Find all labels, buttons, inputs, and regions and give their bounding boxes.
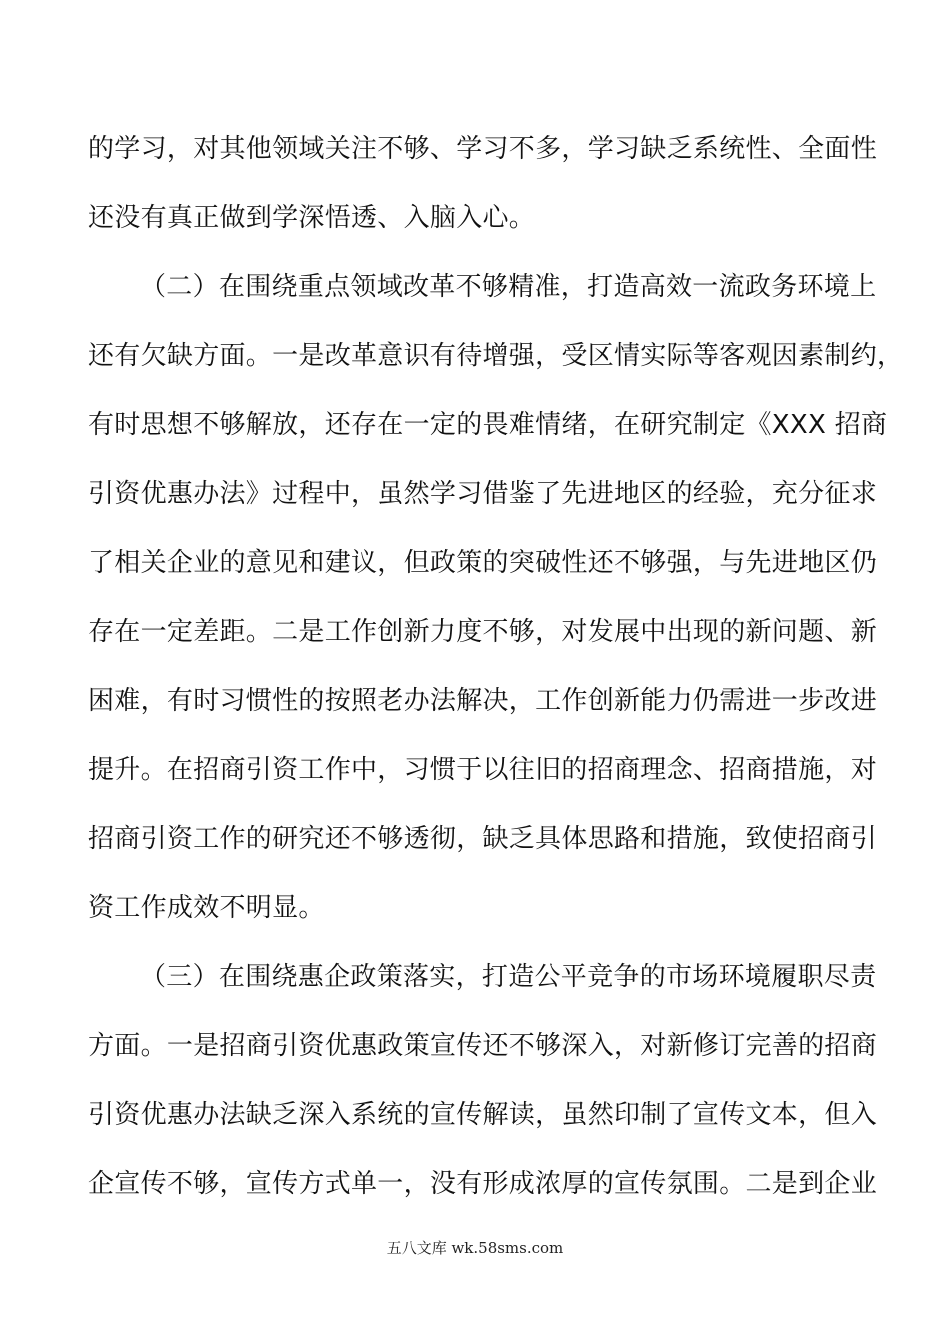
- section-heading-line: （二）在围绕重点领域改革不够精准，打造高效一流政务环境上: [140, 272, 877, 302]
- text-line: 的学习，对其他领域关注不够、学习不多，学习缺乏系统性、全面性: [88, 134, 878, 164]
- text-line: 有时思想不够解放，还存在一定的畏难情绪，在研究制定《XXX 招商: [88, 410, 888, 440]
- text-line: 方面。一是招商引资优惠政策宣传还不够深入，对新修订完善的招商: [88, 1031, 878, 1061]
- text-line: 企宣传不够，宣传方式单一，没有形成浓厚的宣传氛围。二是到企业: [88, 1169, 878, 1199]
- text-line: 存在一定差距。二是工作创新力度不够，对发展中出现的新问题、新: [88, 617, 878, 647]
- text-line: 资工作成效不明显。: [88, 893, 325, 923]
- text-line: 了相关企业的意见和建议，但政策的突破性还不够强，与先进地区仍: [88, 548, 878, 578]
- text-line: 还有欠缺方面。一是改革意识有待增强，受区情实际等客观因素制约，: [88, 341, 904, 371]
- footer-watermark: 五八文库 wk.58sms.com: [386, 1239, 564, 1257]
- text-line: 还没有真正做到学深悟透、入脑入心。: [88, 203, 536, 233]
- text-line: 引资优惠办法缺乏深入系统的宣传解读，虽然印制了宣传文本，但入: [88, 1100, 878, 1130]
- text-line: 招商引资工作的研究还不够透彻，缺乏具体思路和措施，致使招商引: [88, 824, 878, 854]
- text-line: 困难，有时习惯性的按照老办法解决，工作创新能力仍需进一步改进: [88, 686, 878, 716]
- text-line: 提升。在招商引资工作中，习惯于以往旧的招商理念、招商措施，对: [88, 755, 878, 785]
- section-heading-line: （三）在围绕惠企政策落实，打造公平竞争的市场环境履职尽责: [140, 962, 877, 992]
- text-line: 引资优惠办法》过程中，虽然学习借鉴了先进地区的经验，充分征求: [88, 479, 878, 509]
